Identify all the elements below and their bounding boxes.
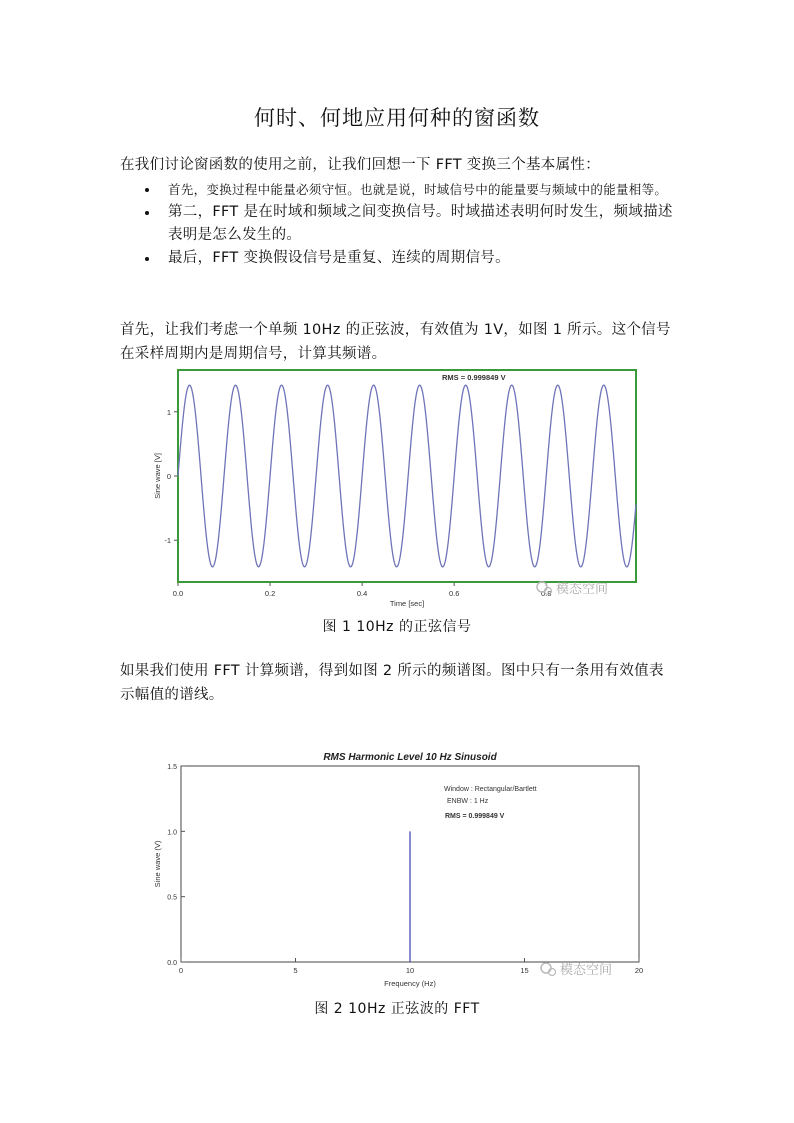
x-tick-label: 0 — [178, 966, 184, 975]
list-item: 首先，变换过程中能量必须守恒。也就是说，时域信号中的能量要与频域中的能量相等。 — [120, 178, 676, 201]
x-tick-label: 20 — [634, 966, 644, 975]
document-title: 何时、何地应用何种的窗函数 — [254, 106, 540, 130]
y-tick-label: -1 — [164, 536, 171, 546]
y-tick-label: 0.5 — [167, 894, 177, 902]
rms-annotation: RMS = 0.999849 V — [442, 373, 506, 382]
enbw-annotation: ENBW : 1 Hz — [447, 798, 489, 805]
svg-text:模态空间: 模态空间 — [556, 582, 609, 597]
y-tick-label: 1.5 — [167, 764, 177, 771]
figure-2-caption: 图 2 10Hz 正弦波的 FFT — [314, 1001, 480, 1017]
x-tick-label: 0.2 — [264, 589, 276, 598]
figure-1-caption: 图 1 10Hz 的正弦信号 — [322, 619, 472, 635]
x-tick-label: 0.8 — [541, 589, 552, 598]
intro-paragraph: 在我们讨论窗函数的使用之前，让我们回想一下 FFT 变换三个基本属性： — [120, 157, 600, 173]
y-axis-label: Sine wave [V] — [153, 453, 162, 499]
paragraph-sine-intro: 首先，让我们考虑一个单频 10Hz 的正弦波，有效值为 1V，如图 1 所示。这个信号在采样周期内是周期信号，计算其频谱。 — [120, 322, 671, 362]
figure-2-fft-chart — [148, 744, 646, 994]
y-tick-label: 0 — [166, 472, 171, 481]
chart-title: RMS Harmonic Level 10 Hz Sinusoid — [323, 752, 497, 763]
figure-1-sine-chart — [150, 364, 650, 612]
y-tick-label: 0.0 — [167, 960, 177, 967]
x-tick-label: 0.4 — [356, 589, 368, 598]
x-axis-label: Time [sec] — [389, 599, 425, 608]
x-tick-label: 0.6 — [448, 589, 460, 598]
window-annotation: Window : Rectangular/Bartlett — [444, 786, 537, 793]
y-tick-label: 1.0 — [167, 829, 177, 837]
property-list — [120, 178, 676, 270]
paragraph-fft: 如果我们使用 FFT 计算频谱，得到如图 2 所示的频谱图。图中只有一条用有效值表示幅值的谱线。 — [120, 663, 664, 703]
x-tick-label: 10 — [405, 966, 415, 975]
x-tick-label: 15 — [520, 966, 529, 975]
list-item: 第二，FFT 是在时域和频域之间变换信号。时域描述表明何时发生，频域描述表明是怎么发生的。 — [120, 201, 676, 247]
x-tick-label: 5 — [293, 966, 298, 975]
y-axis-label: Sine wave (V) — [153, 840, 162, 888]
svg-text:模态空间: 模态空间 — [560, 963, 613, 978]
rms-annotation: RMS = 0.999849 V — [445, 813, 505, 820]
x-tick-label: 0.0 — [172, 589, 184, 598]
y-tick-label: 1 — [166, 407, 171, 417]
x-axis-label: Frequency (Hz) — [384, 979, 436, 988]
list-item: 最后，FFT 变换假设信号是重复、连续的周期信号。 — [120, 247, 676, 270]
